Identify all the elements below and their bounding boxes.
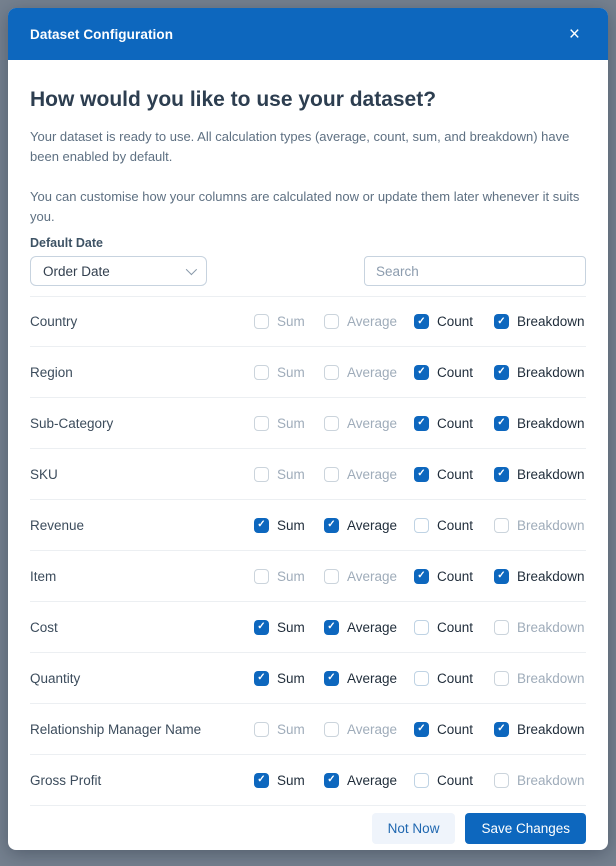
checkbox-label: Count: [437, 568, 474, 584]
checkbox-average[interactable]: [324, 620, 414, 635]
checkbox-checked-icon[interactable]: ✓: [254, 671, 269, 686]
column-name: Item: [30, 568, 57, 584]
checkbox-unchecked-icon: [254, 569, 269, 584]
checkbox-label: Average: [347, 364, 398, 380]
chevron-down-icon: [186, 264, 197, 275]
checkbox-unchecked-icon: [254, 722, 269, 737]
checkbox-breakdown: [494, 620, 586, 635]
checkbox-label: Sum: [277, 364, 305, 380]
checkbox-unchecked-icon: [494, 671, 509, 686]
checkbox-unchecked-icon: [254, 365, 269, 380]
controls-row: [30, 256, 586, 286]
checkbox-average: [324, 467, 414, 482]
checkbox-label: Count: [437, 721, 474, 737]
checkbox-breakdown[interactable]: [494, 314, 586, 329]
checkbox-label: Sum: [277, 517, 305, 533]
checkbox-average[interactable]: [324, 518, 414, 533]
checkbox-sum: [254, 416, 324, 431]
checkbox-count[interactable]: [414, 365, 494, 380]
checkbox-checked-icon[interactable]: ✓: [414, 365, 429, 380]
checkbox-label: Count: [437, 364, 474, 380]
checkbox-count[interactable]: [414, 620, 494, 635]
checkbox-label: Breakdown: [517, 415, 585, 431]
checkbox-label: Breakdown: [517, 772, 585, 788]
checkbox-label: Breakdown: [517, 721, 585, 737]
checkbox-label: Count: [437, 619, 474, 635]
checkbox-count[interactable]: [414, 416, 494, 431]
table-row: [30, 398, 586, 449]
checkbox-checked-icon[interactable]: ✓: [494, 365, 509, 380]
checkbox-label: Count: [437, 415, 474, 431]
intro-paragraph-1: Your dataset is ready to use. All calculation types (average, count, sum, and breakdown) have been enabled by default.: [30, 129, 570, 164]
modal-header: [8, 8, 608, 60]
checkbox-average: [324, 569, 414, 584]
checkbox-checked-icon[interactable]: ✓: [494, 722, 509, 737]
checkbox-count[interactable]: [414, 467, 494, 482]
checkbox-label: Average: [347, 415, 398, 431]
column-name: Quantity: [30, 670, 81, 686]
checkbox-breakdown: [494, 671, 586, 686]
checkbox-unchecked-icon: [324, 416, 339, 431]
checkbox-label: Sum: [277, 568, 305, 584]
table-row: [30, 602, 586, 653]
checkbox-checked-icon[interactable]: ✓: [494, 416, 509, 431]
checkbox-checked-icon[interactable]: ✓: [414, 722, 429, 737]
default-date-label: Default Date: [30, 236, 103, 250]
checkbox-checked-icon[interactable]: ✓: [414, 467, 429, 482]
checkbox-label: Average: [347, 670, 398, 686]
checkbox-checked-icon[interactable]: ✓: [494, 467, 509, 482]
checkbox-breakdown: [494, 518, 586, 533]
checkbox-label: Sum: [277, 466, 305, 482]
checkbox-label: Average: [347, 568, 398, 584]
checkbox-count[interactable]: [414, 671, 494, 686]
checkbox-average: [324, 365, 414, 380]
checkbox-label: Breakdown: [517, 314, 585, 329]
checkbox-unchecked-icon: [324, 467, 339, 482]
checkbox-label: Count: [437, 314, 474, 329]
checkbox-label: Sum: [277, 772, 305, 788]
checkbox-unchecked-icon[interactable]: [414, 773, 429, 788]
checkbox-sum: [254, 314, 324, 329]
checkbox-unchecked-icon: [494, 620, 509, 635]
checkbox-sum[interactable]: [254, 620, 324, 635]
column-name: Gross Profit: [30, 772, 102, 788]
checkbox-checked-icon[interactable]: ✓: [414, 569, 429, 584]
checkbox-sum: [254, 467, 324, 482]
checkbox-checked-icon[interactable]: ✓: [414, 416, 429, 431]
checkbox-count[interactable]: [414, 773, 494, 788]
checkbox-checked-icon[interactable]: ✓: [324, 620, 339, 635]
checkbox-label: Count: [437, 772, 474, 788]
checkbox-checked-icon[interactable]: ✓: [324, 773, 339, 788]
modal-title: Dataset Configuration: [30, 26, 174, 42]
checkbox-unchecked-icon: [254, 314, 269, 329]
checkbox-label: Count: [437, 670, 474, 686]
checkbox-unchecked-icon: [324, 569, 339, 584]
checkbox-average: [324, 314, 414, 329]
checkbox-checked-icon[interactable]: ✓: [324, 518, 339, 533]
checkbox-checked-icon[interactable]: ✓: [254, 518, 269, 533]
checkbox-unchecked-icon: [254, 416, 269, 431]
column-name: Region: [30, 364, 73, 380]
checkbox-label: Sum: [277, 415, 305, 431]
checkbox-checked-icon[interactable]: ✓: [494, 569, 509, 584]
checkbox-average: [324, 416, 414, 431]
checkbox-label: Breakdown: [517, 517, 585, 533]
modal-footer: [8, 806, 608, 850]
dataset-configuration-modal: [8, 8, 608, 850]
columns-table: [30, 296, 586, 806]
checkbox-checked-icon[interactable]: ✓: [494, 314, 509, 329]
checkbox-average: [324, 722, 414, 737]
column-name: Sub-Category: [30, 415, 114, 431]
checkbox-unchecked-icon: [254, 467, 269, 482]
column-name: Country: [30, 314, 78, 329]
checkbox-breakdown[interactable]: [494, 365, 586, 380]
not-now-button[interactable]: Not Now: [372, 813, 456, 844]
checkbox-checked-icon[interactable]: ✓: [414, 314, 429, 329]
close-icon[interactable]: ×: [568, 23, 580, 45]
checkbox-label: Breakdown: [517, 670, 585, 686]
search-input[interactable]: [364, 256, 586, 286]
checkbox-label: Sum: [277, 670, 305, 686]
checkbox-sum[interactable]: [254, 518, 324, 533]
checkbox-count[interactable]: [414, 518, 494, 533]
checkbox-checked-icon[interactable]: ✓: [254, 773, 269, 788]
checkbox-label: Count: [437, 466, 474, 482]
checkbox-breakdown[interactable]: [494, 569, 586, 584]
checkbox-average[interactable]: [324, 671, 414, 686]
checkbox-label: Breakdown: [517, 619, 585, 635]
table-row: [30, 704, 586, 755]
checkbox-label: Average: [347, 466, 398, 482]
checkbox-unchecked-icon: [324, 365, 339, 380]
table-row: [30, 653, 586, 704]
default-date-select[interactable]: [30, 256, 207, 286]
checkbox-unchecked-icon: [494, 518, 509, 533]
checkbox-label: Sum: [277, 721, 305, 737]
checkbox-label: Average: [347, 517, 398, 533]
column-name: Revenue: [30, 517, 85, 533]
checkbox-checked-icon[interactable]: ✓: [324, 671, 339, 686]
checkbox-label: Sum: [277, 314, 305, 329]
checkbox-unchecked-icon: [494, 773, 509, 788]
checkbox-label: Breakdown: [517, 364, 585, 380]
checkbox-label: Count: [437, 517, 474, 533]
checkbox-unchecked-icon[interactable]: [414, 671, 429, 686]
table-row: [30, 296, 586, 347]
checkbox-breakdown[interactable]: [494, 416, 586, 431]
table-row: [30, 500, 586, 551]
checkbox-breakdown: [494, 773, 586, 788]
checkbox-unchecked-icon: [324, 722, 339, 737]
checkbox-sum: [254, 365, 324, 380]
table-row: [30, 551, 586, 602]
checkbox-count[interactable]: [414, 722, 494, 737]
checkbox-unchecked-icon[interactable]: [414, 518, 429, 533]
checkbox-average[interactable]: [324, 773, 414, 788]
table-row: [30, 449, 586, 500]
checkbox-label: Breakdown: [517, 466, 585, 482]
checkbox-unchecked-icon[interactable]: [414, 620, 429, 635]
save-changes-button[interactable]: Save Changes: [465, 813, 586, 844]
default-date-selected-value: Order Date: [43, 263, 110, 279]
checkbox-count[interactable]: [414, 569, 494, 584]
checkbox-sum[interactable]: [254, 671, 324, 686]
checkbox-sum[interactable]: [254, 773, 324, 788]
checkbox-count[interactable]: [414, 314, 494, 329]
checkbox-label: Breakdown: [517, 568, 585, 584]
checkbox-checked-icon[interactable]: ✓: [254, 620, 269, 635]
checkbox-breakdown[interactable]: [494, 722, 586, 737]
checkbox-label: Average: [347, 619, 398, 635]
column-name: Cost: [30, 619, 58, 635]
intro-paragraph-2: You can customise how your columns are calculated now or update them later whenever it suits you.: [30, 189, 580, 224]
checkbox-unchecked-icon: [324, 314, 339, 329]
column-name: Relationship Manager Name: [30, 721, 202, 737]
checkbox-label: Average: [347, 721, 398, 737]
column-name: SKU: [30, 466, 58, 482]
checkbox-breakdown[interactable]: [494, 467, 586, 482]
checkbox-label: Sum: [277, 619, 305, 635]
checkbox-label: Average: [347, 772, 398, 788]
checkbox-label: Average: [347, 314, 398, 329]
checkbox-sum: [254, 569, 324, 584]
table-row: [30, 347, 586, 398]
modal-body: [8, 60, 608, 806]
table-row: [30, 755, 586, 806]
checkbox-sum: [254, 722, 324, 737]
page-title: How would you like to use your dataset?: [30, 88, 437, 111]
